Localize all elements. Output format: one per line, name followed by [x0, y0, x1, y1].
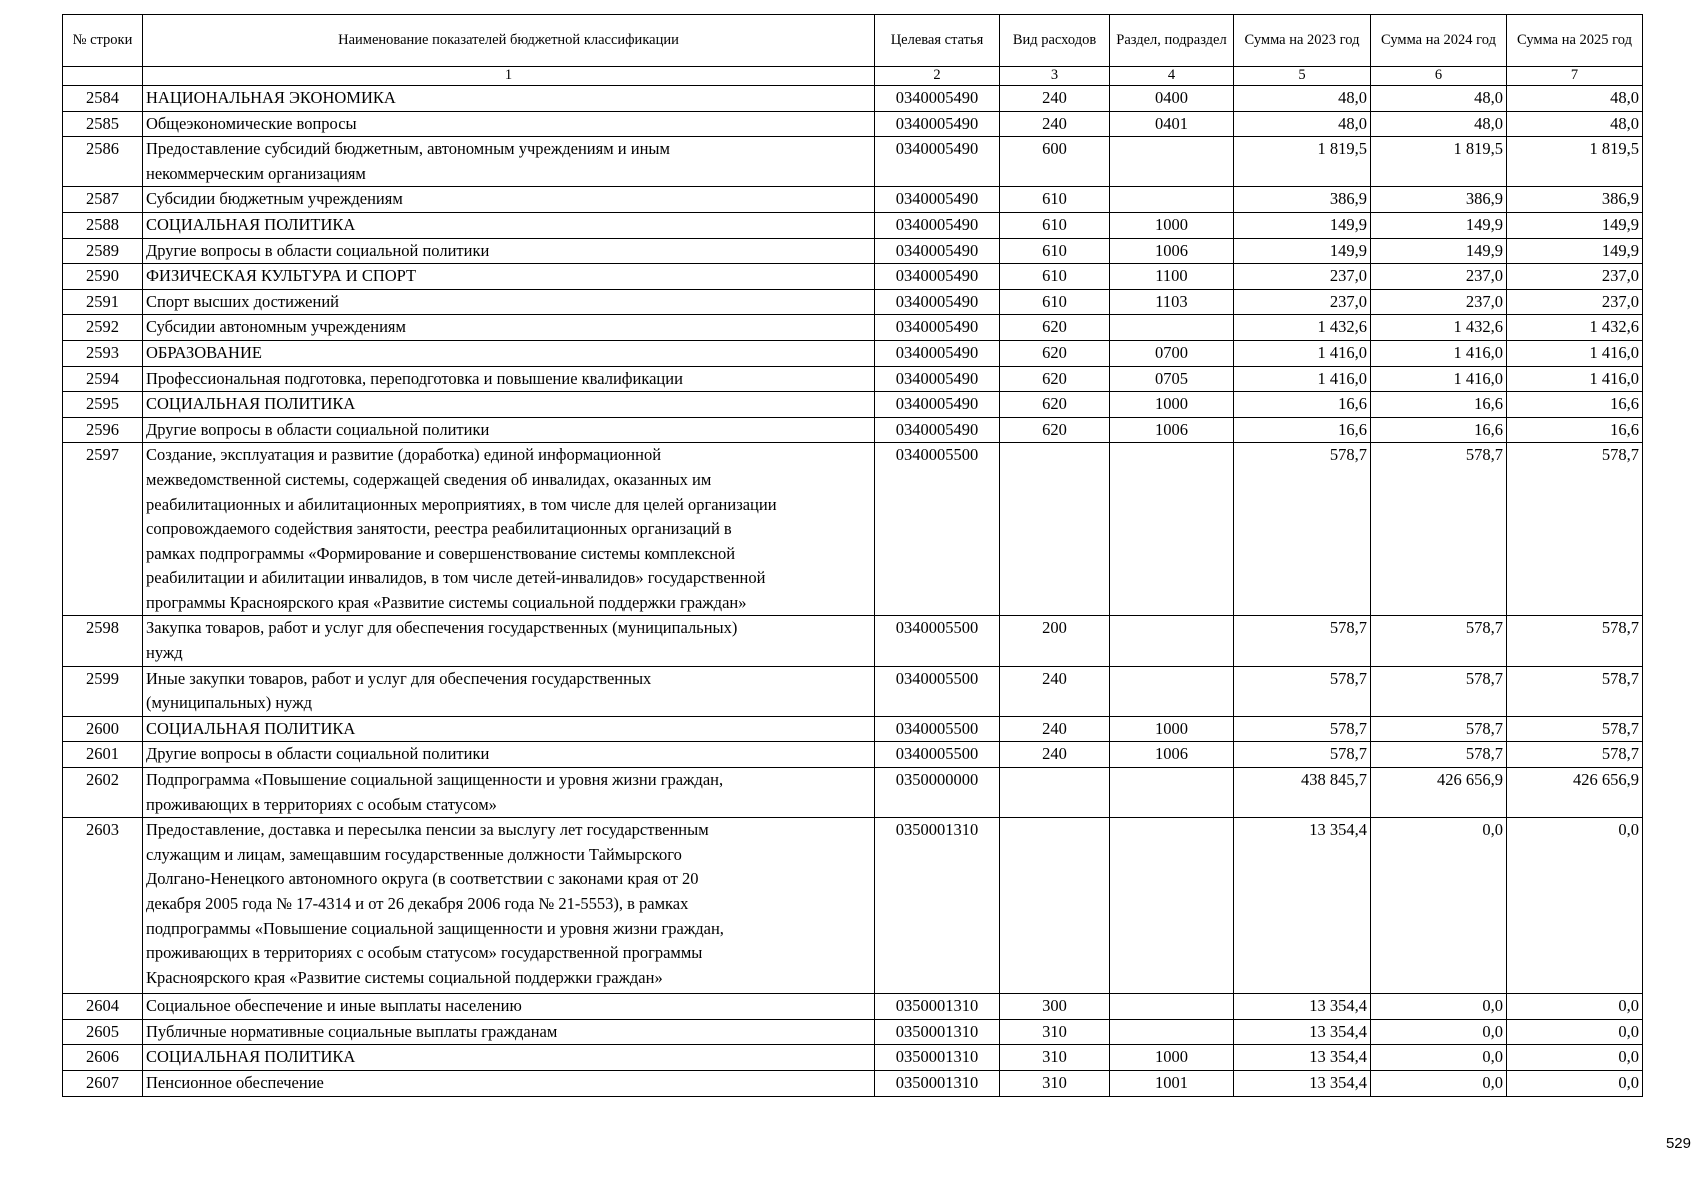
header-row [63, 15, 1643, 67]
table-row [63, 212, 1643, 238]
section-cell [1110, 137, 1234, 187]
expense-kind-cell [1000, 443, 1110, 616]
sum-2023-cell: 48,0 [1234, 86, 1371, 112]
sum-2025-cell: 16,6 [1507, 392, 1643, 418]
sum-2024-cell: 149,9 [1371, 238, 1507, 264]
row-number-cell: 2588 [63, 212, 143, 238]
sum-2024-cell: 578,7 [1371, 742, 1507, 768]
target-article-cell: 0340005490 [875, 289, 1000, 315]
indicator-name-cell: Закупка товаров, работ и услуг для обеспечения государственных (муниципальных) нужд [143, 616, 875, 666]
sum-2023-cell: 237,0 [1234, 264, 1371, 290]
target-article-cell: 0340005500 [875, 443, 1000, 616]
indicator-name-cell: ФИЗИЧЕСКАЯ КУЛЬТУРА И СПОРТ [143, 264, 875, 290]
indicator-name-cell: Подпрограмма «Повышение социальной защищенности и уровня жизни граждан, проживающих в территориях с особым статусом» [143, 768, 875, 818]
indicator-name-cell: Иные закупки товаров, работ и услуг для обеспечения государственных (муниципальных) нужд [143, 666, 875, 716]
expense-kind-cell: 240 [1000, 666, 1110, 716]
header-kind: Вид расходов [1000, 15, 1110, 67]
indicator-name-cell: Другие вопросы в области социальной политики [143, 417, 875, 443]
expense-kind-cell: 610 [1000, 187, 1110, 213]
row-number-cell: 2604 [63, 994, 143, 1020]
section-cell: 1000 [1110, 716, 1234, 742]
indicator-name-cell: СОЦИАЛЬНАЯ ПОЛИТИКА [143, 1045, 875, 1071]
sum-2024-cell: 1 819,5 [1371, 137, 1507, 187]
expense-kind-cell: 620 [1000, 417, 1110, 443]
row-number-cell: 2597 [63, 443, 143, 616]
target-article-cell: 0350001310 [875, 1071, 1000, 1097]
table-row [63, 315, 1643, 341]
sum-2025-cell: 578,7 [1507, 443, 1643, 616]
target-article-cell: 0350001310 [875, 1045, 1000, 1071]
row-number-cell: 2594 [63, 366, 143, 392]
table-row [63, 264, 1643, 290]
page-number: 529 [1665, 1135, 1691, 1152]
indicator-name-cell: Профессиональная подготовка, переподготовка и повышение квалификации [143, 366, 875, 392]
table-row [63, 289, 1643, 315]
sum-2023-cell: 438 845,7 [1234, 768, 1371, 818]
column-number: 1 [143, 67, 875, 86]
indicator-name-cell: СОЦИАЛЬНАЯ ПОЛИТИКА [143, 716, 875, 742]
column-number-blank [63, 67, 143, 86]
row-number-cell: 2601 [63, 742, 143, 768]
expense-kind-cell: 240 [1000, 742, 1110, 768]
sum-2025-cell: 48,0 [1507, 86, 1643, 112]
section-cell [1110, 666, 1234, 716]
row-number-cell: 2592 [63, 315, 143, 341]
sum-2023-cell: 16,6 [1234, 392, 1371, 418]
sum-2024-cell: 0,0 [1371, 1045, 1507, 1071]
table-row [63, 666, 1643, 716]
section-cell: 1000 [1110, 212, 1234, 238]
table-row [63, 366, 1643, 392]
expense-kind-cell [1000, 818, 1110, 994]
column-number: 5 [1234, 67, 1371, 86]
sum-2023-cell: 16,6 [1234, 417, 1371, 443]
expense-kind-cell: 240 [1000, 86, 1110, 112]
target-article-cell: 0340005490 [875, 86, 1000, 112]
sum-2024-cell: 0,0 [1371, 1019, 1507, 1045]
expense-kind-cell: 300 [1000, 994, 1110, 1020]
sum-2023-cell: 13 354,4 [1234, 1045, 1371, 1071]
header-row-no: № строки [63, 15, 143, 67]
indicator-name-cell: Социальное обеспечение и иные выплаты населению [143, 994, 875, 1020]
column-number: 3 [1000, 67, 1110, 86]
expense-kind-cell: 310 [1000, 1045, 1110, 1071]
indicator-name-cell: СОЦИАЛЬНАЯ ПОЛИТИКА [143, 212, 875, 238]
sum-2025-cell: 149,9 [1507, 212, 1643, 238]
indicator-name-cell: Пенсионное обеспечение [143, 1071, 875, 1097]
header-section: Раздел, подраздел [1110, 15, 1234, 67]
target-article-cell: 0340005490 [875, 137, 1000, 187]
table-row [63, 768, 1643, 818]
expense-kind-cell: 240 [1000, 111, 1110, 137]
row-number-cell: 2598 [63, 616, 143, 666]
expense-kind-cell: 620 [1000, 366, 1110, 392]
section-cell: 1000 [1110, 1045, 1234, 1071]
target-article-cell: 0340005500 [875, 742, 1000, 768]
row-number-cell: 2591 [63, 289, 143, 315]
table-row [63, 340, 1643, 366]
sum-2023-cell: 578,7 [1234, 666, 1371, 716]
section-cell: 0705 [1110, 366, 1234, 392]
table-row [63, 443, 1643, 616]
sum-2023-cell: 13 354,4 [1234, 1071, 1371, 1097]
column-number: 7 [1507, 67, 1643, 86]
section-cell: 1006 [1110, 742, 1234, 768]
sum-2025-cell: 386,9 [1507, 187, 1643, 213]
sum-2025-cell: 0,0 [1507, 994, 1643, 1020]
indicator-name-cell: Публичные нормативные социальные выплаты гражданам [143, 1019, 875, 1045]
target-article-cell: 0340005490 [875, 366, 1000, 392]
row-number-cell: 2585 [63, 111, 143, 137]
sum-2024-cell: 1 416,0 [1371, 340, 1507, 366]
column-number: 2 [875, 67, 1000, 86]
sum-2024-cell: 237,0 [1371, 264, 1507, 290]
section-cell: 1000 [1110, 392, 1234, 418]
indicator-name-cell: Субсидии автономным учреждениям [143, 315, 875, 341]
table-row [63, 392, 1643, 418]
row-number-cell: 2586 [63, 137, 143, 187]
sum-2024-cell: 0,0 [1371, 1071, 1507, 1097]
sum-2025-cell: 1 819,5 [1507, 137, 1643, 187]
expense-kind-cell: 610 [1000, 289, 1110, 315]
sum-2023-cell: 13 354,4 [1234, 818, 1371, 994]
table-row [63, 187, 1643, 213]
sum-2023-cell: 578,7 [1234, 616, 1371, 666]
section-cell: 0700 [1110, 340, 1234, 366]
sum-2025-cell: 578,7 [1507, 616, 1643, 666]
target-article-cell: 0340005490 [875, 111, 1000, 137]
target-article-cell: 0340005500 [875, 666, 1000, 716]
section-cell [1110, 443, 1234, 616]
sum-2024-cell: 386,9 [1371, 187, 1507, 213]
expense-kind-cell: 600 [1000, 137, 1110, 187]
table-row [63, 742, 1643, 768]
sum-2025-cell: 0,0 [1507, 818, 1643, 994]
sum-2025-cell: 16,6 [1507, 417, 1643, 443]
section-cell: 1103 [1110, 289, 1234, 315]
sum-2023-cell: 1 416,0 [1234, 340, 1371, 366]
indicator-name-cell: Другие вопросы в области социальной политики [143, 742, 875, 768]
sum-2024-cell: 578,7 [1371, 716, 1507, 742]
expense-kind-cell: 610 [1000, 212, 1110, 238]
sum-2024-cell: 48,0 [1371, 86, 1507, 112]
section-cell: 1001 [1110, 1071, 1234, 1097]
sum-2024-cell: 426 656,9 [1371, 768, 1507, 818]
table-row [63, 616, 1643, 666]
table-row [63, 994, 1643, 1020]
sum-2023-cell: 1 432,6 [1234, 315, 1371, 341]
row-number-cell: 2584 [63, 86, 143, 112]
sum-2025-cell: 1 416,0 [1507, 366, 1643, 392]
sum-2024-cell: 48,0 [1371, 111, 1507, 137]
sum-2024-cell: 0,0 [1371, 994, 1507, 1020]
sum-2023-cell: 237,0 [1234, 289, 1371, 315]
sum-2023-cell: 149,9 [1234, 212, 1371, 238]
header-sum-2024: Сумма на 2024 год [1371, 15, 1507, 67]
indicator-name-cell: НАЦИОНАЛЬНАЯ ЭКОНОМИКА [143, 86, 875, 112]
target-article-cell: 0350001310 [875, 994, 1000, 1020]
row-number-cell: 2599 [63, 666, 143, 716]
indicator-name-cell: Предоставление, доставка и пересылка пенсии за выслугу лет государственным служащим и лицам, замещавшим государственные должности Таймырского Долгано-Ненецкого автономного округа (в соответствии с законами края от 20 декабря 2005 года № 17-4314 и от 26 декабря 2006 года № 21-5553), в рамках подпрограммы «Повышение социальной защищенности и уровня жизни граждан, проживающих в территориях с особым статусом» государственной программы Красноярского края «Развитие системы социальной поддержки граждан» [143, 818, 875, 994]
sum-2023-cell: 149,9 [1234, 238, 1371, 264]
expense-kind-cell [1000, 768, 1110, 818]
section-cell [1110, 616, 1234, 666]
sum-2025-cell: 426 656,9 [1507, 768, 1643, 818]
row-number-cell: 2596 [63, 417, 143, 443]
table-row [63, 417, 1643, 443]
sum-2024-cell: 16,6 [1371, 417, 1507, 443]
section-cell [1110, 315, 1234, 341]
section-cell [1110, 768, 1234, 818]
section-cell [1110, 187, 1234, 213]
section-cell: 0401 [1110, 111, 1234, 137]
sum-2024-cell: 578,7 [1371, 666, 1507, 716]
table-row [63, 1019, 1643, 1045]
target-article-cell: 0340005490 [875, 392, 1000, 418]
sum-2025-cell: 578,7 [1507, 742, 1643, 768]
sum-2024-cell: 16,6 [1371, 392, 1507, 418]
indicator-name-cell: Субсидии бюджетным учреждениям [143, 187, 875, 213]
section-cell: 0400 [1110, 86, 1234, 112]
table-row [63, 86, 1643, 112]
target-article-cell: 0350000000 [875, 768, 1000, 818]
sum-2024-cell: 1 432,6 [1371, 315, 1507, 341]
expense-kind-cell: 310 [1000, 1019, 1110, 1045]
row-number-cell: 2600 [63, 716, 143, 742]
sum-2025-cell: 0,0 [1507, 1071, 1643, 1097]
expense-kind-cell: 240 [1000, 716, 1110, 742]
indicator-name-cell: ОБРАЗОВАНИЕ [143, 340, 875, 366]
target-article-cell: 0350001310 [875, 818, 1000, 994]
expense-kind-cell: 620 [1000, 392, 1110, 418]
table-row [63, 1045, 1643, 1071]
target-article-cell: 0340005500 [875, 716, 1000, 742]
sum-2025-cell: 237,0 [1507, 289, 1643, 315]
target-article-cell: 0340005490 [875, 417, 1000, 443]
table-row [63, 716, 1643, 742]
row-number-cell: 2590 [63, 264, 143, 290]
sum-2025-cell: 578,7 [1507, 716, 1643, 742]
sum-2025-cell: 48,0 [1507, 111, 1643, 137]
header-sum-2023: Сумма на 2023 год [1234, 15, 1371, 67]
row-number-cell: 2593 [63, 340, 143, 366]
column-number: 6 [1371, 67, 1507, 86]
row-number-cell: 2602 [63, 768, 143, 818]
section-cell [1110, 1019, 1234, 1045]
table-row [63, 238, 1643, 264]
sum-2024-cell: 1 416,0 [1371, 366, 1507, 392]
table-row [63, 137, 1643, 187]
sum-2025-cell: 578,7 [1507, 666, 1643, 716]
target-article-cell: 0340005500 [875, 616, 1000, 666]
sum-2024-cell: 578,7 [1371, 616, 1507, 666]
section-cell: 1100 [1110, 264, 1234, 290]
expense-kind-cell: 610 [1000, 264, 1110, 290]
indicator-name-cell: Спорт высших достижений [143, 289, 875, 315]
target-article-cell: 0340005490 [875, 238, 1000, 264]
sum-2025-cell: 149,9 [1507, 238, 1643, 264]
sum-2023-cell: 386,9 [1234, 187, 1371, 213]
sum-2024-cell: 237,0 [1371, 289, 1507, 315]
row-number-cell: 2595 [63, 392, 143, 418]
sum-2023-cell: 578,7 [1234, 742, 1371, 768]
section-cell: 1006 [1110, 238, 1234, 264]
sum-2025-cell: 0,0 [1507, 1045, 1643, 1071]
target-article-cell: 0340005490 [875, 340, 1000, 366]
sum-2024-cell: 578,7 [1371, 443, 1507, 616]
sum-2023-cell: 578,7 [1234, 443, 1371, 616]
indicator-name-cell: Другие вопросы в области социальной политики [143, 238, 875, 264]
table-row [63, 818, 1643, 994]
expense-kind-cell: 620 [1000, 340, 1110, 366]
header-name: Наименование показателей бюджетной классификации [143, 15, 875, 67]
table-row [63, 111, 1643, 137]
budget-table [62, 14, 1643, 1097]
expense-kind-cell: 620 [1000, 315, 1110, 341]
column-number: 4 [1110, 67, 1234, 86]
row-number-cell: 2605 [63, 1019, 143, 1045]
target-article-cell: 0340005490 [875, 264, 1000, 290]
sum-2023-cell: 13 354,4 [1234, 994, 1371, 1020]
sum-2024-cell: 149,9 [1371, 212, 1507, 238]
indicator-name-cell: Общеэкономические вопросы [143, 111, 875, 137]
sum-2023-cell: 578,7 [1234, 716, 1371, 742]
section-cell: 1006 [1110, 417, 1234, 443]
target-article-cell: 0340005490 [875, 212, 1000, 238]
sum-2025-cell: 1 416,0 [1507, 340, 1643, 366]
target-article-cell: 0340005490 [875, 187, 1000, 213]
indicator-name-cell: Создание, эксплуатация и развитие (доработка) единой информационной межведомственной системы, содержащей сведения об инвалидах, оказанных им реабилитационных и абилитационных мероприятиях, в том числе для целей организации сопровождаемого содействия занятости, реестра реабилитационных организаций в рамках подпрограммы «Формирование и совершенствование системы комплексной реабилитации и абилитации инвалидов, в том числе детей-инвалидов» государственной программы Красноярского края «Развитие системы социальной поддержки граждан» [143, 443, 875, 616]
sum-2024-cell: 0,0 [1371, 818, 1507, 994]
expense-kind-cell: 200 [1000, 616, 1110, 666]
sum-2025-cell: 237,0 [1507, 264, 1643, 290]
sum-2023-cell: 13 354,4 [1234, 1019, 1371, 1045]
row-number-cell: 2589 [63, 238, 143, 264]
table-row [63, 1071, 1643, 1097]
indicator-name-cell: СОЦИАЛЬНАЯ ПОЛИТИКА [143, 392, 875, 418]
target-article-cell: 0350001310 [875, 1019, 1000, 1045]
expense-kind-cell: 610 [1000, 238, 1110, 264]
sum-2023-cell: 1 819,5 [1234, 137, 1371, 187]
header-sum-2025: Сумма на 2025 год [1507, 15, 1643, 67]
header-target: Целевая статья [875, 15, 1000, 67]
sum-2025-cell: 1 432,6 [1507, 315, 1643, 341]
target-article-cell: 0340005490 [875, 315, 1000, 341]
column-numbers-row [63, 67, 1643, 86]
expense-kind-cell: 310 [1000, 1071, 1110, 1097]
row-number-cell: 2587 [63, 187, 143, 213]
row-number-cell: 2607 [63, 1071, 143, 1097]
row-number-cell: 2606 [63, 1045, 143, 1071]
sum-2023-cell: 1 416,0 [1234, 366, 1371, 392]
section-cell [1110, 818, 1234, 994]
section-cell [1110, 994, 1234, 1020]
indicator-name-cell: Предоставление субсидий бюджетным, автономным учреждениям и иным некоммерческим организациям [143, 137, 875, 187]
sum-2025-cell: 0,0 [1507, 1019, 1643, 1045]
sum-2023-cell: 48,0 [1234, 111, 1371, 137]
row-number-cell: 2603 [63, 818, 143, 994]
table-body [63, 86, 1643, 1097]
